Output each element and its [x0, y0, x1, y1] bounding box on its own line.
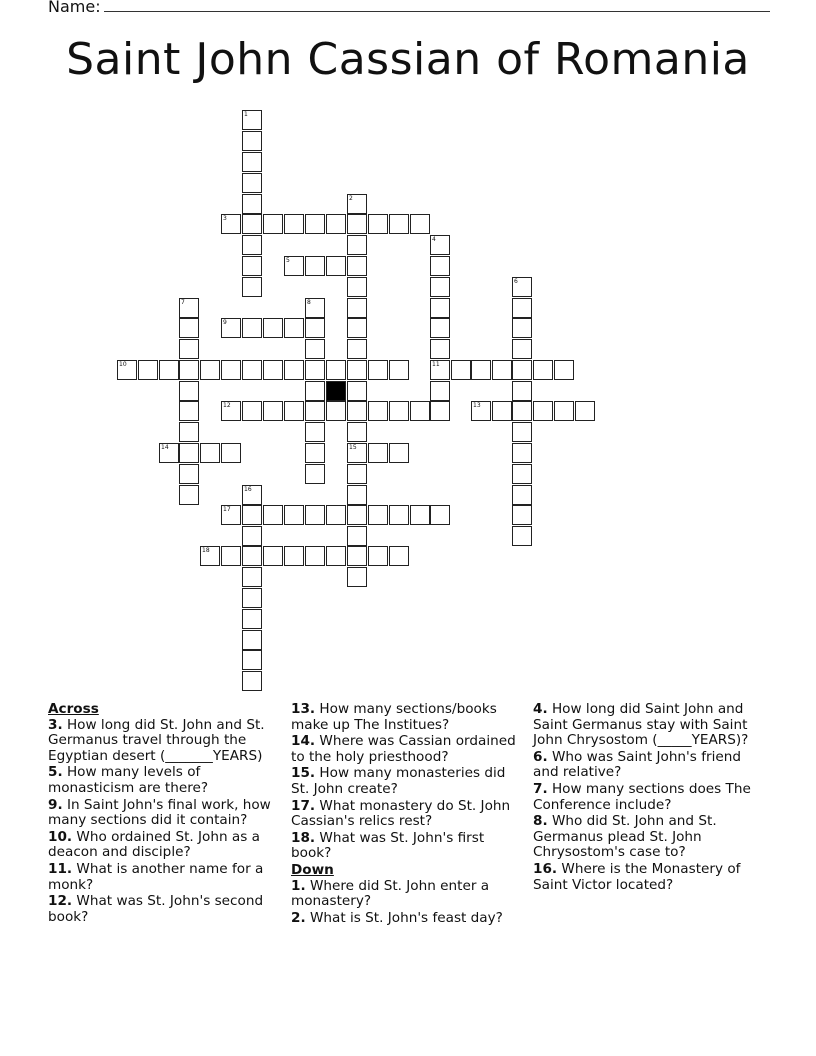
crossword-cell[interactable] [554, 360, 574, 380]
crossword-cell[interactable] [284, 505, 304, 525]
crossword-cell[interactable] [368, 546, 388, 566]
clue-number: 11 [432, 361, 440, 368]
crossword-cell[interactable] [347, 464, 367, 484]
crossword-cell[interactable] [347, 381, 367, 401]
crossword-cell[interactable] [305, 214, 325, 234]
clue-number: 5 [286, 257, 290, 264]
crossword-cell[interactable] [305, 443, 325, 463]
clue-text: How many levels of monasticism are there? [48, 764, 209, 796]
clue-text: In Saint John's final work, how many sections did it contain? [48, 796, 271, 829]
crossword-cell[interactable] [305, 339, 325, 359]
crossword-cell[interactable] [575, 401, 595, 421]
crossword-cell[interactable] [430, 339, 450, 359]
crossword-cell[interactable] [347, 422, 367, 442]
crossword-cell[interactable] [533, 401, 553, 421]
crossword-cell[interactable] [347, 194, 367, 214]
crossword-cell[interactable] [305, 464, 325, 484]
name-label: Name: [48, 0, 101, 16]
crossword-cell[interactable] [389, 214, 409, 234]
crossword-cell[interactable] [347, 298, 367, 318]
crossword-cell[interactable] [512, 526, 532, 546]
clue-item [291, 702, 527, 733]
crossword-cell[interactable] [430, 256, 450, 276]
crossword-cell[interactable] [347, 318, 367, 338]
crossword-cell[interactable] [242, 131, 262, 151]
crossword-cell[interactable] [263, 360, 283, 380]
crossword-cell[interactable] [326, 360, 346, 380]
crossword-cell[interactable] [512, 318, 532, 338]
clue-text: Where is the Monastery of Saint Victor located? [533, 860, 741, 893]
clue-item [533, 814, 758, 861]
crossword-cell[interactable] [242, 152, 262, 172]
crossword-cell[interactable] [221, 360, 241, 380]
clue-text: Where did St. John enter a monastery? [291, 877, 490, 910]
clue-number-label: 8. [533, 813, 548, 830]
crossword-cell[interactable] [242, 277, 262, 297]
crossword-cell[interactable] [263, 401, 283, 421]
crossword-cell[interactable] [242, 110, 262, 130]
clue-text: How many sections does The Conference include? [533, 780, 751, 813]
page-title: Saint John Cassian of Romania [66, 34, 750, 85]
clue-item [291, 799, 527, 830]
crossword-cell[interactable] [242, 588, 262, 608]
clue-number-label: 17. [291, 797, 316, 814]
clue-number-label: 14. [291, 733, 316, 750]
clue-item [533, 750, 758, 781]
crossword-cell[interactable] [242, 401, 262, 421]
crossword-cell[interactable] [284, 360, 304, 380]
clue-text: What monastery do St. John Cassian's relics rest? [291, 797, 511, 830]
crossword-cell[interactable] [512, 505, 532, 525]
clue-text: What is another name for a monk? [48, 860, 264, 893]
clue-item [533, 782, 758, 813]
crossword-cell[interactable] [410, 505, 430, 525]
clue-text: How many sections/books make up The Institues? [291, 701, 497, 733]
clue-item [533, 702, 758, 749]
crossword-cell[interactable] [242, 214, 262, 234]
crossword-cell[interactable] [263, 505, 283, 525]
crossword-cell[interactable] [242, 526, 262, 546]
clue-number-label: 4. [533, 701, 548, 717]
crossword-cell[interactable] [159, 360, 179, 380]
clue-item [48, 894, 283, 925]
clue-item [48, 862, 283, 893]
crossword-cell[interactable] [347, 526, 367, 546]
clue-number: 10 [119, 361, 127, 368]
crossword-cell[interactable] [221, 505, 241, 525]
crossword-cell[interactable] [389, 546, 409, 566]
black-square[interactable] [326, 381, 346, 401]
crossword-cell[interactable] [512, 277, 532, 297]
crossword-cell[interactable] [305, 422, 325, 442]
clue-text: Who did St. John and St. Germanus plead St. John Chrysostom's case to? [533, 813, 717, 861]
clue-number-label: 10. [48, 828, 73, 845]
crossword-cell[interactable] [533, 360, 553, 380]
crossword-cell[interactable] [451, 360, 471, 380]
crossword-cell[interactable] [242, 173, 262, 193]
clue-item [291, 766, 527, 797]
crossword-cell[interactable] [242, 609, 262, 629]
crossword-cell[interactable] [512, 381, 532, 401]
crossword-cell[interactable] [179, 443, 199, 463]
crossword-cell[interactable] [347, 339, 367, 359]
crossword-cell[interactable] [242, 567, 262, 587]
crossword-cell[interactable] [347, 256, 367, 276]
crossword-cell[interactable] [326, 505, 346, 525]
clue-number-label: 15. [291, 765, 316, 782]
crossword-cell[interactable] [389, 443, 409, 463]
crossword-cell[interactable] [242, 194, 262, 214]
crossword-cell[interactable] [430, 235, 450, 255]
clue-column-3 [533, 702, 758, 894]
crossword-cell[interactable] [389, 505, 409, 525]
clue-number-label: 3. [48, 716, 63, 733]
crossword-cell[interactable] [221, 401, 241, 421]
crossword-cell[interactable] [221, 318, 241, 338]
crossword-cell[interactable] [326, 401, 346, 421]
crossword-cell[interactable] [305, 318, 325, 338]
crossword-cell[interactable] [179, 401, 199, 421]
crossword-cell[interactable] [512, 464, 532, 484]
clue-number: 18 [202, 547, 210, 554]
crossword-cell[interactable] [263, 546, 283, 566]
crossword-cell[interactable] [117, 360, 137, 380]
clue-number-label: 9. [48, 796, 63, 813]
clue-item [48, 718, 283, 765]
clue-number-label: 2. [291, 909, 306, 926]
crossword-cell[interactable] [347, 443, 367, 463]
crossword-cell[interactable] [347, 401, 367, 421]
crossword-cell[interactable] [430, 505, 450, 525]
crossword-cell[interactable] [242, 360, 262, 380]
clue-text: Where was Cassian ordained to the holy priesthood? [291, 733, 516, 765]
crossword-cell[interactable] [242, 650, 262, 670]
clue-text: How many monasteries did St. John create? [291, 765, 506, 797]
crossword-cell[interactable] [179, 381, 199, 401]
crossword-cell[interactable] [368, 443, 388, 463]
crossword-cell[interactable] [242, 505, 262, 525]
clue-number: 13 [473, 402, 481, 409]
clue-column-2 [291, 702, 527, 927]
clue-text: How long did St. John and St. Germanus travel through the Egyptian desert (_______YEARS) [48, 716, 265, 764]
crossword-cell[interactable] [179, 298, 199, 318]
crossword-cell[interactable] [430, 360, 450, 380]
crossword-cell[interactable] [347, 546, 367, 566]
clue-number: 2 [349, 195, 353, 202]
crossword-cell[interactable] [368, 505, 388, 525]
crossword-cell[interactable] [179, 318, 199, 338]
crossword-cell[interactable] [179, 339, 199, 359]
crossword-cell[interactable] [368, 401, 388, 421]
clue-number: 7 [181, 299, 185, 306]
crossword-cell[interactable] [430, 277, 450, 297]
clue-number: 12 [223, 402, 231, 409]
crossword-cell[interactable] [347, 505, 367, 525]
clue-number: 14 [161, 444, 169, 451]
crossword-cell[interactable] [242, 235, 262, 255]
crossword-cell[interactable] [512, 298, 532, 318]
clue-text: What was St. John's first book? [291, 829, 485, 862]
crossword-cell[interactable] [179, 422, 199, 442]
clue-item [291, 831, 527, 862]
crossword-cell[interactable] [471, 401, 491, 421]
crossword-cell[interactable] [347, 360, 367, 380]
crossword-cell[interactable] [305, 360, 325, 380]
crossword-cell[interactable] [242, 256, 262, 276]
crossword-cell[interactable] [347, 277, 367, 297]
crossword-cell[interactable] [284, 214, 304, 234]
crossword-cell[interactable] [430, 318, 450, 338]
clue-number-label: 7. [533, 780, 548, 797]
clue-item [291, 734, 527, 765]
clue-number-label: 6. [533, 748, 548, 765]
crossword-cell[interactable] [389, 401, 409, 421]
crossword-cell[interactable] [430, 381, 450, 401]
crossword-cell[interactable] [179, 485, 199, 505]
clue-item [48, 798, 283, 829]
crossword-cell[interactable] [368, 360, 388, 380]
crossword-cell[interactable] [410, 401, 430, 421]
down-heading: Down [291, 861, 334, 878]
crossword-cell[interactable] [305, 401, 325, 421]
clue-number-label: 12. [48, 893, 73, 910]
crossword-cell[interactable] [368, 214, 388, 234]
crossword-cell[interactable] [347, 214, 367, 234]
clue-number: 17 [223, 506, 231, 513]
crossword-cell[interactable] [471, 360, 491, 380]
crossword-cell[interactable] [347, 485, 367, 505]
crossword-cell[interactable] [305, 298, 325, 318]
clue-number-label: 5. [48, 764, 63, 781]
crossword-cell[interactable] [263, 214, 283, 234]
crossword-cell[interactable] [221, 546, 241, 566]
clue-text: What was St. John's second book? [48, 893, 264, 925]
clue-number: 3 [223, 215, 227, 222]
clue-number: 15 [349, 444, 357, 451]
crossword-cell[interactable] [512, 339, 532, 359]
clue-column-1 [48, 702, 283, 926]
crossword-cell[interactable] [284, 401, 304, 421]
crossword-cell[interactable] [512, 443, 532, 463]
crossword-cell[interactable] [430, 401, 450, 421]
clue-number-label: 13. [291, 701, 316, 717]
clue-number: 16 [244, 486, 252, 493]
clue-number: 9 [223, 319, 227, 326]
crossword-cell[interactable] [347, 567, 367, 587]
crossword-cell[interactable] [242, 485, 262, 505]
crossword-cell[interactable] [512, 422, 532, 442]
crossword-cell[interactable] [492, 401, 512, 421]
clue-number-label: 16. [533, 860, 558, 877]
crossword-cell[interactable] [242, 318, 262, 338]
clue-text: What is St. John's feast day? [305, 909, 503, 926]
clue-item [533, 862, 758, 893]
crossword-cell[interactable] [242, 671, 262, 691]
crossword-cell[interactable] [410, 214, 430, 234]
crossword-cell[interactable] [284, 256, 304, 276]
clue-number: 4 [432, 236, 436, 243]
crossword-cell[interactable] [200, 443, 220, 463]
crossword-cell[interactable] [512, 485, 532, 505]
crossword-cell[interactable] [159, 443, 179, 463]
crossword-cell[interactable] [242, 546, 262, 566]
crossword-cell[interactable] [263, 318, 283, 338]
crossword-cell[interactable] [221, 443, 241, 463]
crossword-cell[interactable] [284, 546, 304, 566]
crossword-cell[interactable] [242, 630, 262, 650]
clue-number: 1 [244, 111, 248, 118]
clue-number-label: 18. [291, 829, 316, 846]
crossword-cell[interactable] [284, 318, 304, 338]
crossword-cell[interactable] [492, 360, 512, 380]
crossword-cell[interactable] [305, 505, 325, 525]
crossword-cell[interactable] [326, 546, 346, 566]
clue-item [291, 879, 527, 910]
crossword-cell[interactable] [138, 360, 158, 380]
crossword-cell[interactable] [347, 235, 367, 255]
crossword-cell[interactable] [512, 360, 532, 380]
crossword-cell[interactable] [326, 214, 346, 234]
crossword-cell[interactable] [221, 214, 241, 234]
clue-number: 8 [307, 299, 311, 306]
clue-item [48, 830, 283, 861]
clue-text: Who ordained St. John as a deacon and disciple? [48, 828, 260, 861]
clue-text: Who was Saint John's friend and relative? [533, 748, 741, 781]
clue-item [48, 765, 283, 796]
clue-number-label: 11. [48, 860, 73, 877]
crossword-cell[interactable] [305, 256, 325, 276]
crossword-cell[interactable] [179, 464, 199, 484]
clue-number: 6 [514, 278, 518, 285]
clue-item [291, 911, 527, 927]
clue-text: How long did Saint John and Saint Germanus stay with Saint John Chrysostom (_____YEARS)? [533, 701, 749, 749]
crossword-cell[interactable] [305, 381, 325, 401]
across-heading: Across [48, 701, 99, 717]
crossword-cell[interactable] [200, 360, 220, 380]
crossword-cell[interactable] [326, 256, 346, 276]
crossword-cell[interactable] [179, 360, 199, 380]
crossword-cell[interactable] [389, 360, 409, 380]
clue-number-label: 1. [291, 877, 306, 894]
crossword-cell[interactable] [305, 546, 325, 566]
crossword-cell[interactable] [430, 298, 450, 318]
crossword-cell[interactable] [512, 401, 532, 421]
crossword-cell[interactable] [554, 401, 574, 421]
crossword-cell[interactable] [200, 546, 220, 566]
